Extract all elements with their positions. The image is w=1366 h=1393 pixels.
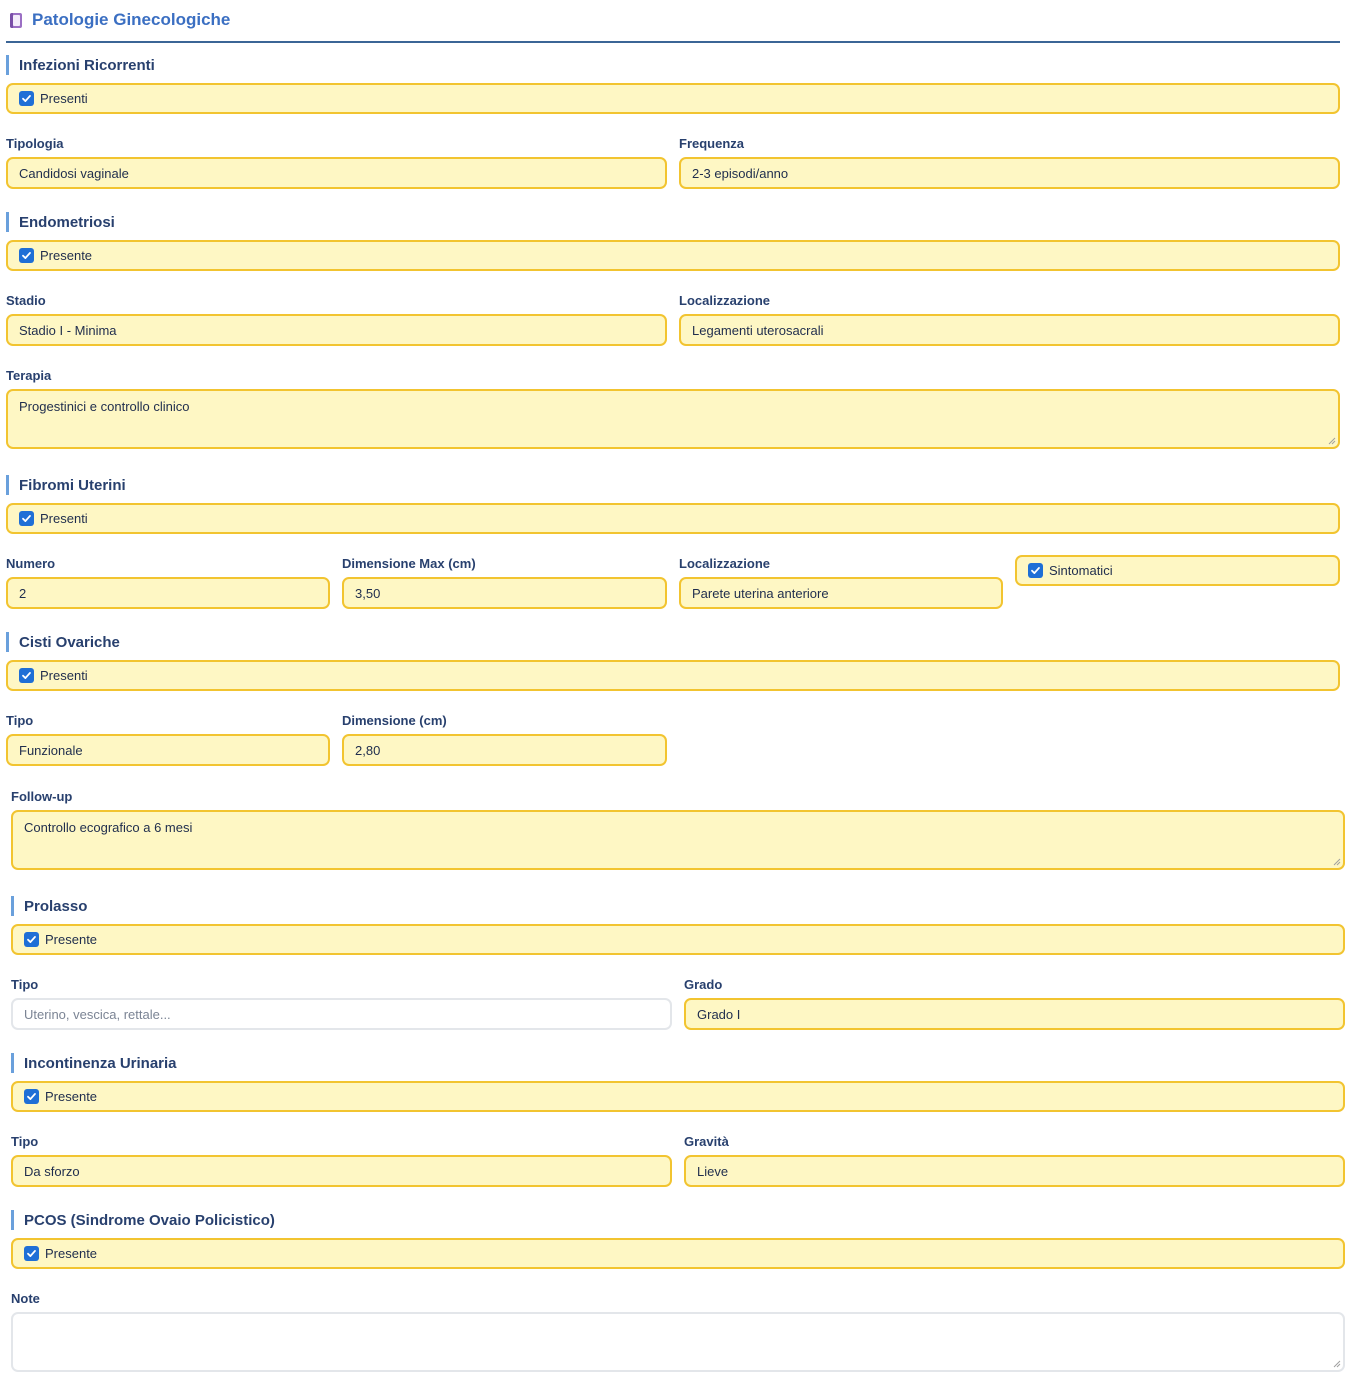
grado-label: Grado [684, 977, 723, 992]
checkbox-label: Presente [45, 932, 98, 947]
checkbox-label: Presenti [40, 668, 88, 683]
note-label: Note [11, 1291, 40, 1306]
stadio-label: Stadio [6, 293, 46, 308]
numero-field[interactable]: 2 [6, 577, 330, 609]
incontinenza-tipo-field[interactable]: Da sforzo [11, 1155, 672, 1187]
checkbox-label: Presenti [40, 91, 88, 106]
prolasso-tipo-input[interactable]: Uterino, vescica, rettale... [11, 998, 672, 1030]
terapia-label: Terapia [6, 368, 52, 383]
checkbox-label: Presente [45, 1246, 98, 1261]
checkmark-icon [19, 668, 34, 683]
checkmark-icon [24, 932, 39, 947]
section-endometriosi: Endometriosi [6, 212, 115, 232]
infezioni-presenti-checkbox[interactable] [6, 83, 1340, 114]
page-title [8, 8, 230, 32]
numero-label: Numero [6, 556, 56, 571]
cisti-dimensione-field[interactable]: 2,80 [342, 734, 667, 766]
dimensione-max-field[interactable]: 3,50 [342, 577, 667, 609]
checkmark-icon [1028, 563, 1043, 578]
checkmark-icon [19, 248, 34, 263]
title-divider [6, 41, 1340, 43]
cisti-dimensione-label: Dimensione (cm) [342, 713, 447, 728]
section-infezioni-ricorrenti: Infezioni Ricorrenti [6, 55, 155, 75]
endometriosi-presente-checkbox[interactable] [6, 240, 1340, 271]
followup-text: Controllo ecografico a 6 mesi [24, 820, 193, 835]
resize-grip-icon[interactable] [1332, 1359, 1341, 1368]
checkbox-label: Presente [40, 248, 93, 263]
checkbox-label: Sintomatici [1049, 563, 1113, 578]
prolasso-tipo-label: Tipo [11, 977, 39, 992]
section-prolasso: Prolasso [11, 896, 87, 916]
cisti-presenti-checkbox[interactable] [6, 660, 1340, 691]
checkbox-label: Presenti [40, 511, 88, 526]
page-title-text: Patologie Ginecologiche [32, 10, 231, 29]
section-cisti-ovariche: Cisti Ovariche [6, 632, 120, 652]
cisti-tipo-field[interactable]: Funzionale [6, 734, 330, 766]
localizzazione-label: Localizzazione [679, 293, 771, 308]
pcos-presente-checkbox[interactable] [11, 1238, 1345, 1269]
section-fibromi-uterini: Fibromi Uterini [6, 475, 126, 495]
gravita-label: Gravità [684, 1134, 729, 1149]
tipologia-label: Tipologia [6, 136, 64, 151]
incontinenza-presente-checkbox[interactable] [11, 1081, 1345, 1112]
frequenza-label: Frequenza [679, 136, 745, 151]
cisti-tipo-label: Tipo [6, 713, 34, 728]
resize-grip-icon[interactable] [1327, 436, 1336, 445]
frequenza-field[interactable]: 2-3 episodi/anno [679, 157, 1340, 189]
stadio-select[interactable]: Stadio I - Minima [6, 314, 667, 346]
fibromi-presenti-checkbox[interactable] [6, 503, 1340, 534]
incontinenza-tipo-label: Tipo [11, 1134, 39, 1149]
checkmark-icon [24, 1246, 39, 1261]
book-icon [8, 12, 24, 29]
followup-label: Follow-up [11, 789, 73, 804]
fibromi-localizzazione-field[interactable]: Parete uterina anteriore [679, 577, 1003, 609]
gravita-select[interactable]: Lieve [684, 1155, 1345, 1187]
checkmark-icon [19, 91, 34, 106]
note-textarea[interactable] [11, 1312, 1345, 1372]
fibromi-localizzazione-label: Localizzazione [679, 556, 771, 571]
checkmark-icon [24, 1089, 39, 1104]
section-pcos: PCOS (Sindrome Ovaio Policistico) [11, 1210, 275, 1230]
sintomatici-checkbox[interactable] [1015, 555, 1340, 586]
section-incontinenza-urinaria: Incontinenza Urinaria [11, 1053, 177, 1073]
endometriosi-localizzazione-field[interactable]: Legamenti uterosacrali [679, 314, 1340, 346]
resize-grip-icon[interactable] [1332, 857, 1341, 866]
tipologia-field[interactable]: Candidosi vaginale [6, 157, 667, 189]
dimensione-max-label: Dimensione Max (cm) [342, 556, 476, 571]
followup-textarea[interactable] [11, 810, 1345, 870]
terapia-text: Progestinici e controllo clinico [19, 399, 190, 414]
checkbox-label: Presente [45, 1089, 98, 1104]
checkmark-icon [19, 511, 34, 526]
prolasso-presente-checkbox[interactable] [11, 924, 1345, 955]
terapia-textarea[interactable] [6, 389, 1340, 449]
grado-select[interactable]: Grado I [684, 998, 1345, 1030]
